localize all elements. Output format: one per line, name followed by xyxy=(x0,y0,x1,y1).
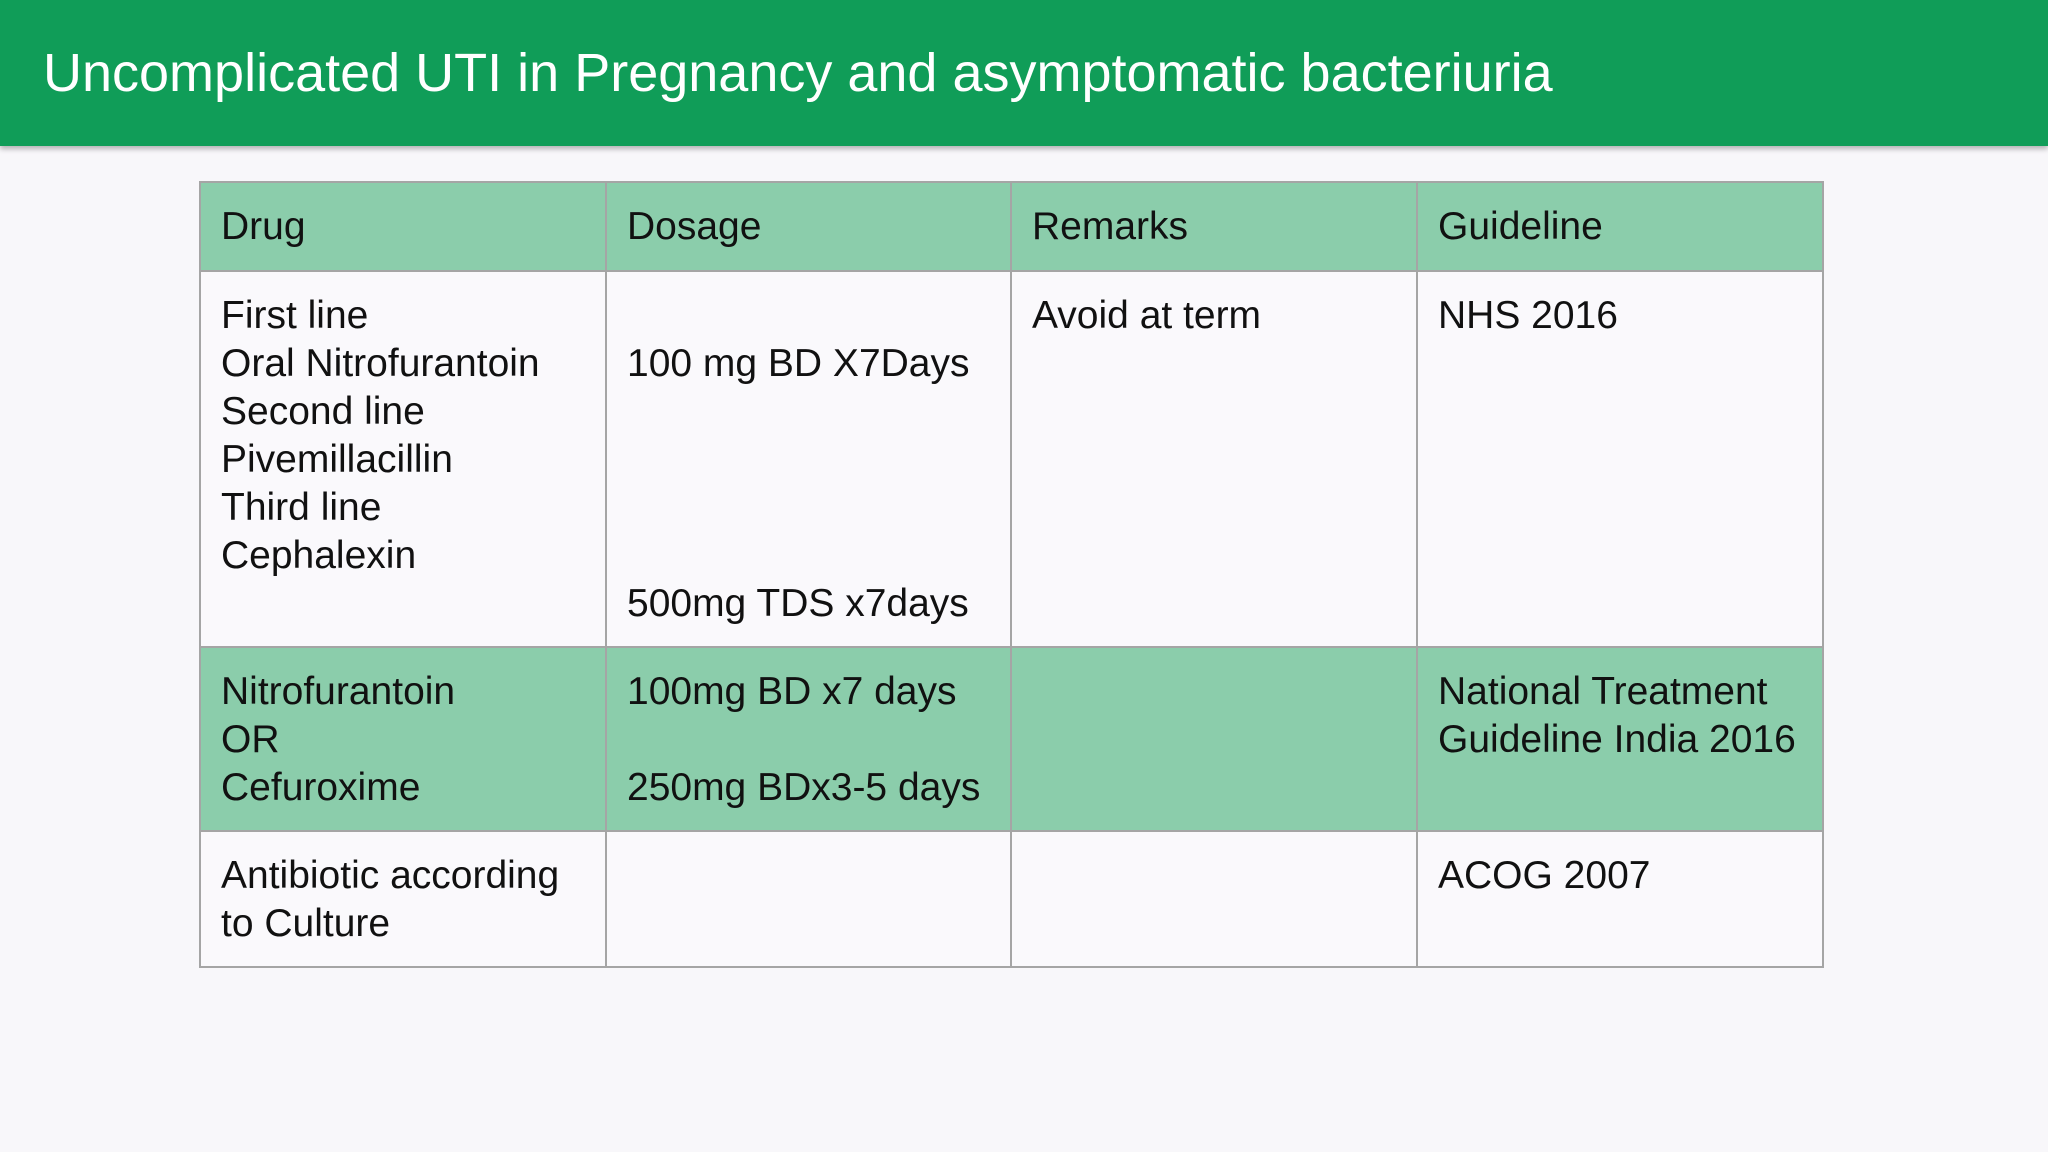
cell-dosage xyxy=(606,831,1011,967)
dosage-line: 100mg BD x7 days xyxy=(627,670,957,713)
drug-line: Cefuroxime xyxy=(221,766,421,809)
remarks-text: Avoid at term xyxy=(1032,294,1262,337)
drug-line: First line xyxy=(221,294,369,337)
drug-table xyxy=(199,181,1824,968)
cell-drug xyxy=(200,647,606,831)
cell-dosage xyxy=(606,647,1011,831)
drug-line: Pivemillacillin xyxy=(221,438,453,481)
dosage-line: 500mg TDS x7days xyxy=(627,582,969,625)
table-row xyxy=(200,647,1823,831)
cell-remarks xyxy=(1011,271,1417,647)
drug-line: Third line xyxy=(221,486,382,529)
cell-guideline xyxy=(1417,647,1823,831)
guideline-text: NHS 2016 xyxy=(1438,294,1618,337)
table-header-row xyxy=(200,182,1823,271)
guideline-line: National Treatment xyxy=(1438,670,1768,713)
cell-dosage xyxy=(606,271,1011,647)
cell-drug xyxy=(200,271,606,647)
header-drug: Drug xyxy=(200,182,606,271)
title-bar xyxy=(0,0,2048,146)
dosage-line: 100 mg BD X7Days xyxy=(627,342,970,385)
guideline-line: Guideline India 2016 xyxy=(1438,718,1796,761)
cell-remarks xyxy=(1011,831,1417,967)
cell-guideline xyxy=(1417,271,1823,647)
cell-guideline xyxy=(1417,831,1823,967)
drug-line: Nitrofurantoin xyxy=(221,670,456,713)
cell-drug xyxy=(200,831,606,967)
header-remarks: Remarks xyxy=(1011,182,1417,271)
header-dosage: Dosage xyxy=(606,182,1011,271)
slide-title: Uncomplicated UTI in Pregnancy and asymptomatic bacteriuria xyxy=(43,43,1553,103)
drug-line: to Culture xyxy=(221,902,391,945)
drug-line: Antibiotic according xyxy=(221,854,560,897)
drug-line: Oral Nitrofurantoin xyxy=(221,342,540,385)
table-row xyxy=(200,271,1823,647)
drug-line: Second line xyxy=(221,390,425,433)
cell-remarks xyxy=(1011,647,1417,831)
drug-line: OR xyxy=(221,718,280,761)
guideline-text: ACOG 2007 xyxy=(1438,854,1651,897)
dosage-line: 250mg BDx3-5 days xyxy=(627,766,981,809)
header-guideline: Guideline xyxy=(1417,182,1823,271)
drug-line: Cephalexin xyxy=(221,534,417,577)
table-row xyxy=(200,831,1823,967)
